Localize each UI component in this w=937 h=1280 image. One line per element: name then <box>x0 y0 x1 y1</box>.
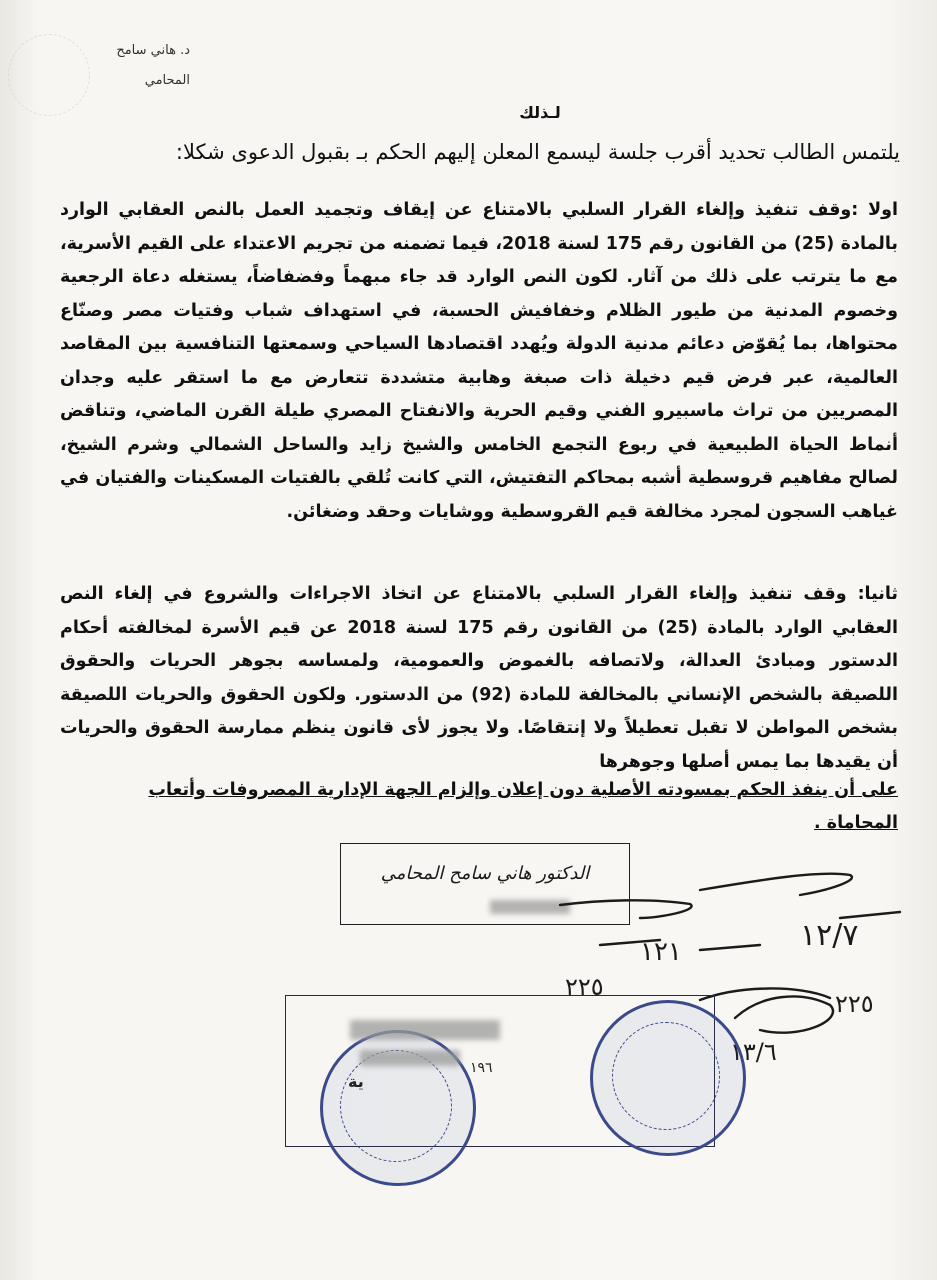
hand-stroke <box>700 945 760 950</box>
closing-request: على أن ينفذ الحكم بمسودته الأصلية دون إعلان وإلزام الجهة الإدارية المصروفات وأتعاب المحاماة . <box>148 780 898 833</box>
hand-number: ٢٢٥ <box>565 973 604 1001</box>
paragraph-second: ثانيا: وقف تنفيذ وإلغاء القرار السلبي بالامتناع عن اتخاذ الاجراءات والشروع في إلغاء النص العقابي الوارد بالمادة (25) من القانون رقم 175 لسنة 2018 عن قيم الأسرة لمخالفته أحكام الدستور ومبادئ العدالة، ولاتصافه بالغموض والعمومية، ولمساسه بجوهر الحريات والحقوق اللصيقة بالشخص الإنساني بالمخالفة للمادة (92) من الدستور. ولكون الحقوق والحريات اللصيقة بشخص المواطن لا تقبل تعطيلاً ولا إنتقاصًا. ولا يجوز لأى قانون ينظم ممارسة الحقوق والحريات أن يقيدها بما يمس أصلها وجوهرها <box>60 584 899 772</box>
hand-stroke <box>700 874 852 895</box>
stamp-number: ١٩٦ <box>470 1060 493 1076</box>
paragraph-first: اولا :وقف تنفيذ وإلغاء القرار السلبي بالامتناع عن إيقاف وتجميد العمل بالنص العقابي الوارد بالمادة (25) من القانون رقم 175 لسنة 2018، فيما تضمنه من تجريم الاعتداء على القيم الأسرية، مع ما يترتب على ذلك من آثار. لكون النص الوارد قد جاء مبهماً وفضفاضاً، يستغله دعاة الرجعية وخصوم المدنية من طيور الظلام وخفافيش الحسبة، في استهداف شباب وفتيات مصر وصنّاع محتواها، بما يُقوّض دعائم مدنية الدولة ويُهدد اقتصادها السياحي وسمعتها التنافسية بين المقاصد العالمية، عبر فرض قيم دخيلة ذات صبغة وهابية متشددة تتعارض مع ما استقر عليه وجدان المصريين من تراث ماسبيرو الفني وقيم الحرية والانفتاح المصري طيلة القرن الماضي، وتناقض أنماط الحياة الطبيعية في ربوع التجمع الخامس والشيخ زايد والساحل الشمالي وشرم الشيخ، لصالح مفاهيم قروسطية أشبه بمحاكم التفتيش، التي كانت تُلقي بالفتيات المسكينات والفتيان في غياهب السجون لمجرد مخالفة قيم القروسطية ووشايات وحقد وضغائن. <box>60 200 898 522</box>
request-line: يلتمس الطالب تحديد أقرب جلسة ليسمع المعلن إليهم الحكم بـ بقبول الدعوى شكلا: <box>175 140 900 164</box>
section-heading: لـذلك <box>519 103 561 122</box>
hand-stroke <box>735 996 833 1032</box>
seal-inner-ring <box>340 1050 452 1162</box>
signature-text: الدكتور هاني سامح المحامي <box>380 863 590 884</box>
hand-number: ١٣/٦ <box>730 1038 777 1066</box>
hand-number: ٢٢٥ <box>835 990 874 1018</box>
stamp-fragment: ية <box>348 1072 364 1091</box>
seal-inner-ring <box>612 1022 720 1130</box>
redaction <box>350 1020 500 1040</box>
lawyer-name: د. هاني سامح <box>116 43 190 58</box>
redaction <box>360 1050 460 1066</box>
hand-number: ١٢١ <box>640 937 682 967</box>
lawyer-title: المحامي <box>144 73 190 88</box>
hand-number: ١٢/٧ <box>800 918 859 953</box>
hand-stroke <box>560 900 692 918</box>
margin-marks <box>6 680 22 1060</box>
